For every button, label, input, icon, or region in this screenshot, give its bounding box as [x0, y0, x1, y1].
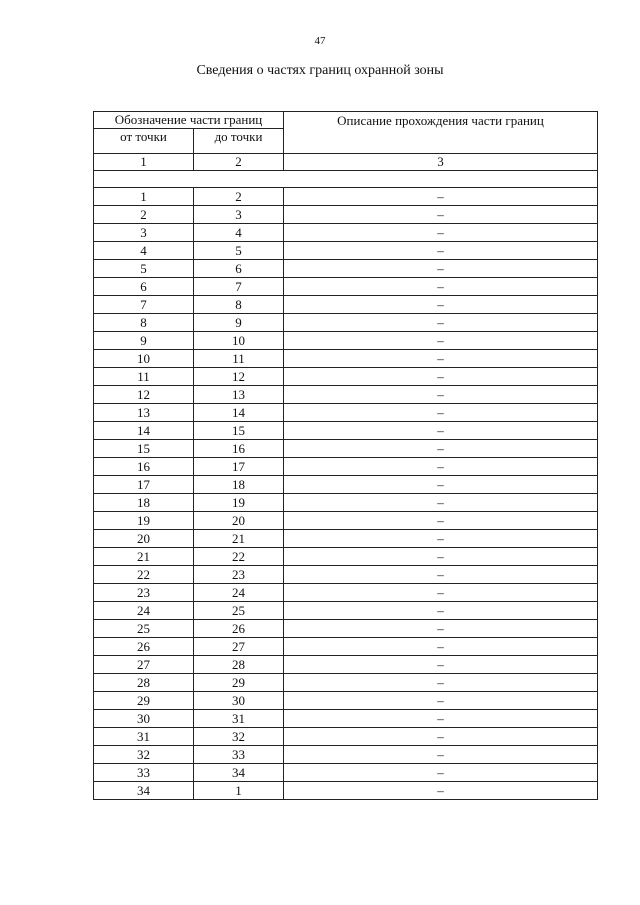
- description-cell: –: [284, 710, 598, 728]
- description-cell: –: [284, 782, 598, 800]
- to-point-cell: 7: [194, 278, 284, 296]
- table-row: [94, 728, 598, 746]
- from-point-cell: 26: [94, 638, 194, 656]
- description-cell: –: [284, 314, 598, 332]
- header-from-point: от точки: [94, 129, 194, 154]
- to-point-cell: 19: [194, 494, 284, 512]
- to-point-cell: 29: [194, 674, 284, 692]
- to-point-cell: 5: [194, 242, 284, 260]
- description-cell: –: [284, 656, 598, 674]
- blank-row: [94, 171, 598, 188]
- to-point-cell: 26: [194, 620, 284, 638]
- to-point-cell: 12: [194, 368, 284, 386]
- from-point-cell: 9: [94, 332, 194, 350]
- table-row: [94, 296, 598, 314]
- description-cell: –: [284, 278, 598, 296]
- to-point-cell: 23: [194, 566, 284, 584]
- from-point-cell: 30: [94, 710, 194, 728]
- description-cell: –: [284, 296, 598, 314]
- from-point-cell: 5: [94, 260, 194, 278]
- from-point-cell: 15: [94, 440, 194, 458]
- to-point-cell: 28: [194, 656, 284, 674]
- description-cell: –: [284, 566, 598, 584]
- description-cell: –: [284, 368, 598, 386]
- page-number: 47: [314, 35, 326, 47]
- to-point-cell: 33: [194, 746, 284, 764]
- to-point-cell: 17: [194, 458, 284, 476]
- table-row: [94, 188, 598, 206]
- description-cell: –: [284, 512, 598, 530]
- to-point-cell: 24: [194, 584, 284, 602]
- description-cell: –: [284, 638, 598, 656]
- description-cell: –: [284, 674, 598, 692]
- table-row: [94, 206, 598, 224]
- from-point-cell: 33: [94, 764, 194, 782]
- from-point-cell: 4: [94, 242, 194, 260]
- header-description: Описание прохождения части границ: [284, 112, 598, 154]
- from-point-cell: 3: [94, 224, 194, 242]
- table-row: [94, 656, 598, 674]
- from-point-cell: 18: [94, 494, 194, 512]
- description-cell: –: [284, 386, 598, 404]
- header-boundary-designation: Обозначение части границ: [94, 112, 284, 129]
- from-point-cell: 24: [94, 602, 194, 620]
- table-row: [94, 638, 598, 656]
- from-point-cell: 21: [94, 548, 194, 566]
- to-point-cell: 21: [194, 530, 284, 548]
- description-cell: –: [284, 224, 598, 242]
- table-row: [94, 404, 598, 422]
- description-cell: –: [284, 530, 598, 548]
- description-cell: –: [284, 458, 598, 476]
- to-point-cell: 3: [194, 206, 284, 224]
- table-row: [94, 548, 598, 566]
- table-row: [94, 332, 598, 350]
- table-row: [94, 746, 598, 764]
- table-row: [94, 494, 598, 512]
- description-cell: –: [284, 332, 598, 350]
- table-row: [94, 530, 598, 548]
- from-point-cell: 6: [94, 278, 194, 296]
- table-row: [94, 710, 598, 728]
- to-point-cell: 11: [194, 350, 284, 368]
- from-point-cell: 2: [94, 206, 194, 224]
- from-point-cell: 34: [94, 782, 194, 800]
- from-point-cell: 13: [94, 404, 194, 422]
- to-point-cell: 16: [194, 440, 284, 458]
- to-point-cell: 30: [194, 692, 284, 710]
- to-point-cell: 14: [194, 404, 284, 422]
- from-point-cell: 22: [94, 566, 194, 584]
- table-row: [94, 368, 598, 386]
- to-point-cell: 31: [194, 710, 284, 728]
- column-number-2: 2: [194, 154, 284, 171]
- to-point-cell: 20: [194, 512, 284, 530]
- table-row: [94, 782, 598, 800]
- from-point-cell: 28: [94, 674, 194, 692]
- from-point-cell: 25: [94, 620, 194, 638]
- description-cell: –: [284, 440, 598, 458]
- from-point-cell: 8: [94, 314, 194, 332]
- from-point-cell: 10: [94, 350, 194, 368]
- table-row: [94, 422, 598, 440]
- table-row: [94, 512, 598, 530]
- to-point-cell: 13: [194, 386, 284, 404]
- table-row: [94, 674, 598, 692]
- description-cell: –: [284, 764, 598, 782]
- from-point-cell: 29: [94, 692, 194, 710]
- table-row: [94, 764, 598, 782]
- to-point-cell: 2: [194, 188, 284, 206]
- column-number-3: 3: [284, 154, 598, 171]
- to-point-cell: 34: [194, 764, 284, 782]
- from-point-cell: 7: [94, 296, 194, 314]
- blank-cell: [94, 171, 598, 188]
- to-point-cell: 25: [194, 602, 284, 620]
- table-row: [94, 314, 598, 332]
- to-point-cell: 27: [194, 638, 284, 656]
- to-point-cell: 32: [194, 728, 284, 746]
- description-cell: –: [284, 584, 598, 602]
- from-point-cell: 23: [94, 584, 194, 602]
- from-point-cell: 19: [94, 512, 194, 530]
- table-row: [94, 476, 598, 494]
- description-cell: –: [284, 494, 598, 512]
- table-row: [94, 242, 598, 260]
- description-cell: –: [284, 728, 598, 746]
- to-point-cell: 22: [194, 548, 284, 566]
- description-cell: –: [284, 206, 598, 224]
- table-row: [94, 350, 598, 368]
- to-point-cell: 9: [194, 314, 284, 332]
- description-cell: –: [284, 548, 598, 566]
- description-cell: –: [284, 350, 598, 368]
- to-point-cell: 4: [194, 224, 284, 242]
- from-point-cell: 27: [94, 656, 194, 674]
- table-row: [94, 584, 598, 602]
- to-point-cell: 1: [194, 782, 284, 800]
- to-point-cell: 8: [194, 296, 284, 314]
- description-cell: –: [284, 692, 598, 710]
- from-point-cell: 14: [94, 422, 194, 440]
- description-cell: –: [284, 476, 598, 494]
- from-point-cell: 16: [94, 458, 194, 476]
- page-title: Сведения о частях границ охранной зоны: [196, 63, 444, 78]
- description-cell: –: [284, 620, 598, 638]
- table-row: [94, 620, 598, 638]
- table-row: [94, 440, 598, 458]
- description-cell: –: [284, 602, 598, 620]
- description-cell: –: [284, 260, 598, 278]
- column-number-1: 1: [94, 154, 194, 171]
- from-point-cell: 17: [94, 476, 194, 494]
- from-point-cell: 31: [94, 728, 194, 746]
- to-point-cell: 15: [194, 422, 284, 440]
- from-point-cell: 11: [94, 368, 194, 386]
- description-cell: –: [284, 422, 598, 440]
- from-point-cell: 1: [94, 188, 194, 206]
- description-cell: –: [284, 404, 598, 422]
- table-row: [94, 386, 598, 404]
- table-row: [94, 260, 598, 278]
- description-cell: –: [284, 188, 598, 206]
- from-point-cell: 20: [94, 530, 194, 548]
- table-row: [94, 692, 598, 710]
- table-row: [94, 458, 598, 476]
- description-cell: –: [284, 746, 598, 764]
- table-row: [94, 278, 598, 296]
- table-row: [94, 602, 598, 620]
- from-point-cell: 32: [94, 746, 194, 764]
- table-row: [94, 224, 598, 242]
- boundary-parts-table: [93, 111, 598, 800]
- to-point-cell: 6: [194, 260, 284, 278]
- to-point-cell: 18: [194, 476, 284, 494]
- description-cell: –: [284, 242, 598, 260]
- header-to-point: до точки: [194, 129, 284, 154]
- table-row: [94, 566, 598, 584]
- from-point-cell: 12: [94, 386, 194, 404]
- to-point-cell: 10: [194, 332, 284, 350]
